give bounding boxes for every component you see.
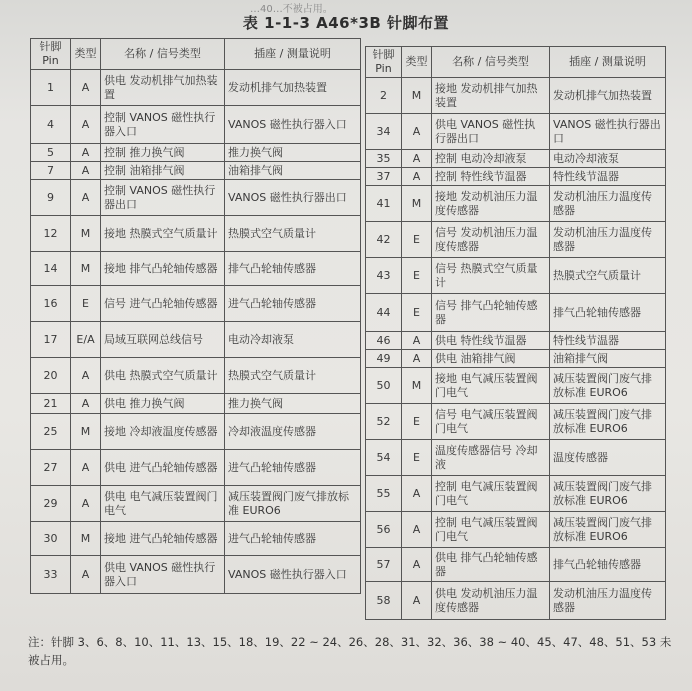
pin-cell: 44 [366, 294, 402, 332]
table-row [31, 394, 361, 414]
table-row [366, 168, 666, 186]
column-header-pin: 针脚 Pin [366, 47, 402, 78]
table-row [366, 404, 666, 440]
name-cell: 供电 VANOS 磁性执行器入口 [101, 556, 225, 594]
table-row [31, 556, 361, 594]
name-cell: 控制 油箱排气阀 [101, 162, 225, 180]
note-cell: VANOS 磁性执行器入口 [225, 556, 361, 594]
type-cell: A [402, 512, 432, 548]
note-cell: 温度传感器 [550, 440, 666, 476]
table-row [31, 162, 361, 180]
type-cell: A [402, 168, 432, 186]
type-cell: E [402, 258, 432, 294]
pin-cell: 41 [366, 186, 402, 222]
table-row [31, 486, 361, 522]
pin-cell: 37 [366, 168, 402, 186]
table-row [31, 414, 361, 450]
column-header-type: 类型 [402, 47, 432, 78]
type-cell: A [402, 350, 432, 368]
table-row [366, 512, 666, 548]
pin-cell: 49 [366, 350, 402, 368]
type-cell: M [402, 78, 432, 114]
table-row [31, 252, 361, 286]
pin-cell: 5 [31, 144, 71, 162]
type-cell: M [402, 368, 432, 404]
note-cell: 减压装置阀门废气排放标准 EURO6 [550, 368, 666, 404]
type-cell: A [71, 556, 101, 594]
note-cell: 减压装置阀门废气排放标准 EURO6 [225, 486, 361, 522]
table-row [31, 216, 361, 252]
table-row [31, 322, 361, 358]
pin-cell: 17 [31, 322, 71, 358]
name-cell: 供电 发动机油压力温度传感器 [432, 582, 550, 620]
name-cell: 控制 电气减压装置阀门电气 [432, 476, 550, 512]
pin-cell: 43 [366, 258, 402, 294]
pin-cell: 34 [366, 114, 402, 150]
note-cell: 发动机油压力温度传感器 [550, 186, 666, 222]
type-cell: A [71, 358, 101, 394]
name-cell: 控制 特性线节温器 [432, 168, 550, 186]
pin-cell: 29 [31, 486, 71, 522]
name-cell: 温度传感器信号 冷却液 [432, 440, 550, 476]
type-cell: A [71, 144, 101, 162]
note-cell: VANOS 磁性执行器出口 [225, 180, 361, 216]
pin-cell: 55 [366, 476, 402, 512]
type-cell: A [71, 450, 101, 486]
note-cell: 进气凸轮轴传感器 [225, 522, 361, 556]
type-cell: A [71, 70, 101, 106]
type-cell: A [71, 162, 101, 180]
type-cell: A [402, 476, 432, 512]
note-cell: VANOS 磁性执行器出口 [550, 114, 666, 150]
pin-cell: 2 [366, 78, 402, 114]
table-row [31, 180, 361, 216]
table-row [366, 582, 666, 620]
pin-cell: 14 [31, 252, 71, 286]
note-cell: 冷却液温度传感器 [225, 414, 361, 450]
table-row [31, 70, 361, 106]
table-row [31, 358, 361, 394]
name-cell: 控制 推力换气阀 [101, 144, 225, 162]
name-cell: 接地 进气凸轮轴传感器 [101, 522, 225, 556]
note-cell: 推力换气阀 [225, 144, 361, 162]
table-row [366, 368, 666, 404]
pin-table-right [365, 46, 666, 620]
note-cell: 排气凸轮轴传感器 [550, 548, 666, 582]
pin-cell: 27 [31, 450, 71, 486]
type-cell: A [71, 394, 101, 414]
type-cell: M [402, 186, 432, 222]
table-header-row [31, 39, 361, 70]
pin-cell: 25 [31, 414, 71, 450]
note-cell: 热膜式空气质量计 [550, 258, 666, 294]
pin-table-left [30, 38, 361, 594]
name-cell: 供电 油箱排气阀 [432, 350, 550, 368]
table-row [366, 186, 666, 222]
table-row [366, 548, 666, 582]
table-row [366, 476, 666, 512]
type-cell: E/A [71, 322, 101, 358]
note-cell: 减压装置阀门废气排放标准 EURO6 [550, 404, 666, 440]
table-header-row [366, 47, 666, 78]
note-cell: 发动机排气加热装置 [225, 70, 361, 106]
name-cell: 供电 推力换气阀 [101, 394, 225, 414]
table-row [31, 106, 361, 144]
type-cell: A [71, 486, 101, 522]
table-row [31, 522, 361, 556]
type-cell: A [402, 114, 432, 150]
name-cell: 供电 电气减压装置阀门电气 [101, 486, 225, 522]
note-cell: 油箱排气阀 [550, 350, 666, 368]
name-cell: 控制 电气减压装置阀门电气 [432, 512, 550, 548]
type-cell: E [402, 404, 432, 440]
name-cell: 接地 发动机油压力温度传感器 [432, 186, 550, 222]
pin-table-right-body [366, 78, 666, 620]
table-row [366, 440, 666, 476]
type-cell: E [402, 222, 432, 258]
name-cell: 信号 进气凸轮轴传感器 [101, 286, 225, 322]
note-cell: 油箱排气阀 [225, 162, 361, 180]
note-cell: 特性线节温器 [550, 168, 666, 186]
name-cell: 供电 热膜式空气质量计 [101, 358, 225, 394]
note-cell: 推力换气阀 [225, 394, 361, 414]
column-header-name: 名称 / 信号类型 [432, 47, 550, 78]
pin-cell: 58 [366, 582, 402, 620]
pin-cell: 16 [31, 286, 71, 322]
pin-cell: 20 [31, 358, 71, 394]
pin-cell: 1 [31, 70, 71, 106]
name-cell: 供电 发动机排气加热装置 [101, 70, 225, 106]
note-cell: 排气凸轮轴传感器 [550, 294, 666, 332]
pin-cell: 7 [31, 162, 71, 180]
table-row [366, 78, 666, 114]
column-header-note: 插座 / 测量说明 [550, 47, 666, 78]
table-row [366, 150, 666, 168]
note-cell: 进气凸轮轴传感器 [225, 450, 361, 486]
table-row [366, 222, 666, 258]
name-cell: 信号 热膜式空气质量计 [432, 258, 550, 294]
pin-cell: 42 [366, 222, 402, 258]
note-cell: 进气凸轮轴传感器 [225, 286, 361, 322]
pin-cell: 12 [31, 216, 71, 252]
name-cell: 控制 VANOS 磁性执行器入口 [101, 106, 225, 144]
note-cell: 减压装置阀门废气排放标准 EURO6 [550, 476, 666, 512]
table-row [31, 144, 361, 162]
table-title: 表 1-1-3 A46*3B 针脚布置 [242, 14, 450, 32]
pin-cell: 9 [31, 180, 71, 216]
name-cell: 接地 电气减压装置阀门电气 [432, 368, 550, 404]
pin-cell: 30 [31, 522, 71, 556]
pin-cell: 54 [366, 440, 402, 476]
pin-cell: 46 [366, 332, 402, 350]
pin-cell: 56 [366, 512, 402, 548]
pin-cell: 33 [31, 556, 71, 594]
note-cell: 电动冷却液泵 [225, 322, 361, 358]
pin-cell: 21 [31, 394, 71, 414]
name-cell: 接地 排气凸轮轴传感器 [101, 252, 225, 286]
name-cell: 信号 排气凸轮轴传感器 [432, 294, 550, 332]
type-cell: M [71, 414, 101, 450]
name-cell: 信号 发动机油压力温度传感器 [432, 222, 550, 258]
note-cell: 减压装置阀门废气排放标准 EURO6 [550, 512, 666, 548]
pin-cell: 57 [366, 548, 402, 582]
name-cell: 供电 特性线节温器 [432, 332, 550, 350]
name-cell: 接地 热膜式空气质量计 [101, 216, 225, 252]
table-row [366, 258, 666, 294]
type-cell: E [402, 440, 432, 476]
name-cell: 接地 冷却液温度传感器 [101, 414, 225, 450]
type-cell: A [402, 150, 432, 168]
table-row [31, 450, 361, 486]
name-cell: 供电 VANOS 磁性执行器出口 [432, 114, 550, 150]
pin-cell: 50 [366, 368, 402, 404]
column-header-note: 插座 / 测量说明 [225, 39, 361, 70]
column-header-type: 类型 [71, 39, 101, 70]
column-header-pin: 针脚 Pin [31, 39, 71, 70]
name-cell: 信号 电气减压装置阀门电气 [432, 404, 550, 440]
type-cell: M [71, 522, 101, 556]
note-cell: VANOS 磁性执行器入口 [225, 106, 361, 144]
note-cell: 电动冷却液泵 [550, 150, 666, 168]
column-header-name: 名称 / 信号类型 [101, 39, 225, 70]
table-row [366, 114, 666, 150]
note-cell: 发动机排气加热装置 [550, 78, 666, 114]
type-cell: A [402, 582, 432, 620]
type-cell: E [402, 294, 432, 332]
pin-cell: 52 [366, 404, 402, 440]
type-cell: E [71, 286, 101, 322]
table-row [31, 286, 361, 322]
note-cell: 特性线节温器 [550, 332, 666, 350]
name-cell: 局域互联网总线信号 [101, 322, 225, 358]
name-cell: 控制 电动冷却液泵 [432, 150, 550, 168]
type-cell: M [71, 252, 101, 286]
note-cell: 发动机油压力温度传感器 [550, 582, 666, 620]
note-cell: 热膜式空气质量计 [225, 216, 361, 252]
note-cell: 排气凸轮轴传感器 [225, 252, 361, 286]
type-cell: A [402, 548, 432, 582]
type-cell: M [71, 216, 101, 252]
type-cell: A [402, 332, 432, 350]
header-fragment: …40…不被占用。 [250, 4, 333, 15]
pin-cell: 4 [31, 106, 71, 144]
name-cell: 接地 发动机排气加热装置 [432, 78, 550, 114]
table-row [366, 332, 666, 350]
name-cell: 控制 VANOS 磁性执行器出口 [101, 180, 225, 216]
note-cell: 发动机油压力温度传感器 [550, 222, 666, 258]
pin-cell: 35 [366, 150, 402, 168]
note-cell: 热膜式空气质量计 [225, 358, 361, 394]
type-cell: A [71, 106, 101, 144]
footnote: 注：针脚 3、6、8、10、11、13、15、18、19、22 ~ 24、26、28、31、32、36、38 ~ 40、45、47、48、51、53 未被占用。 [28, 635, 672, 667]
pin-table-left-body [31, 70, 361, 594]
table-row [366, 294, 666, 332]
name-cell: 供电 进气凸轮轴传感器 [101, 450, 225, 486]
type-cell: A [71, 180, 101, 216]
table-row [366, 350, 666, 368]
name-cell: 供电 排气凸轮轴传感器 [432, 548, 550, 582]
